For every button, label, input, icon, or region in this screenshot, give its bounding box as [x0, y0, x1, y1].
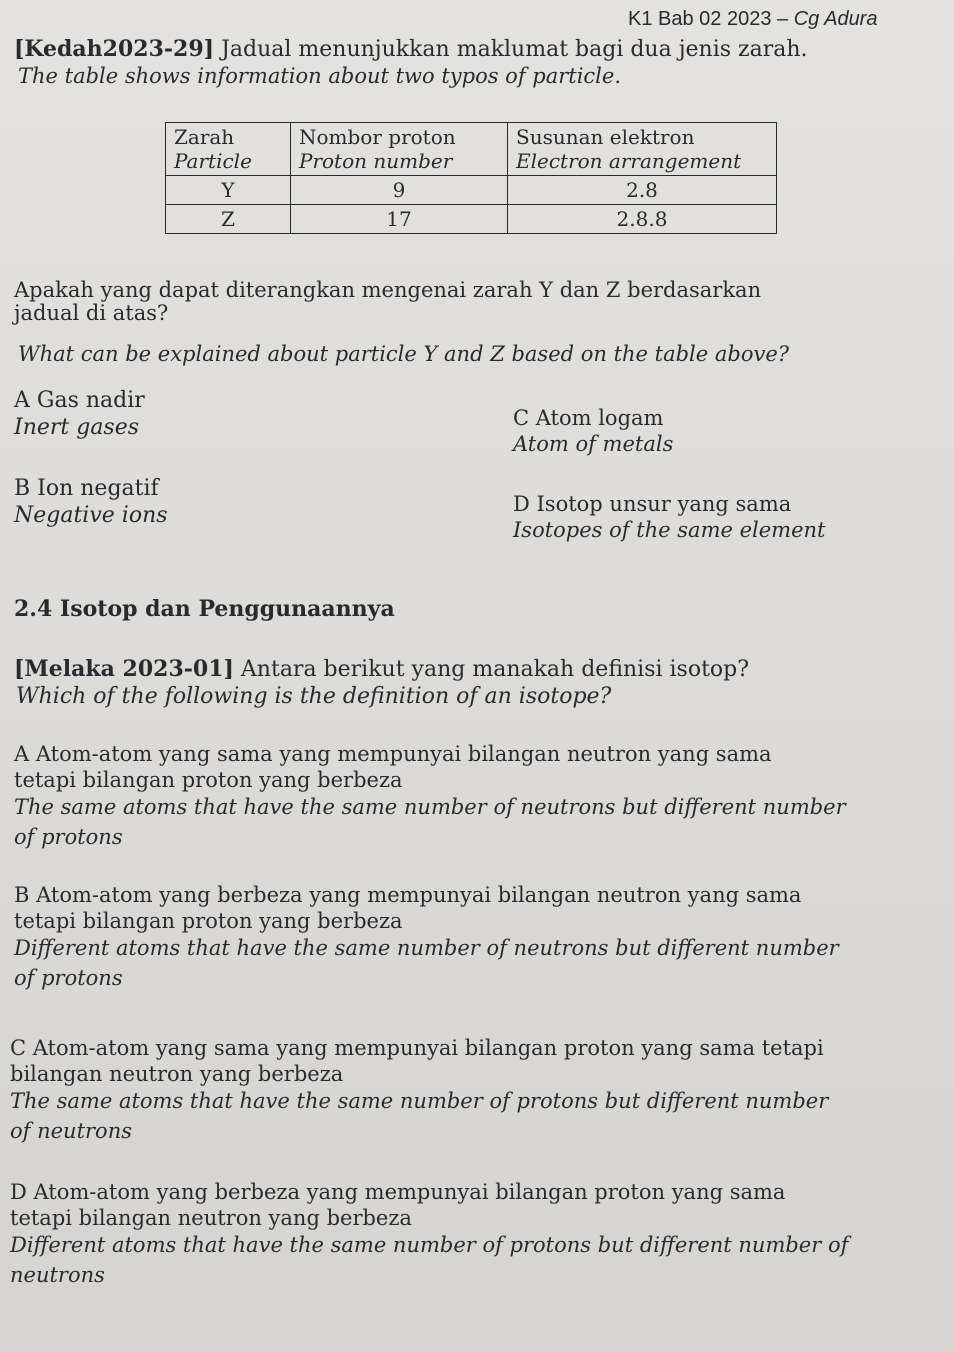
section-title: 2.4 Isotop dan Penggunaannya	[14, 596, 395, 622]
q1-option-c[interactable]: C Atom logam Atom of metals	[513, 406, 674, 456]
cell-proton-number: 17	[291, 205, 508, 234]
cell-electron-arrangement: 2.8.8	[508, 205, 777, 234]
cell-proton-number: 9	[291, 176, 508, 205]
q1-question-ms-1: Apakah yang dapat diterangkan mengenai zarah Y dan Z berdasarkan	[14, 278, 762, 302]
q2-option-b[interactable]: B Atom-atom yang berbeza yang mempunyai bilangan neutron yang sama tetapi bilangan proton yang berbeza Different atoms that have the same number of neutrons but different number of protons	[14, 883, 839, 990]
q2-option-c[interactable]: C Atom-atom yang sama yang mempunyai bilangan proton yang sama tetapi bilangan neutron yang berbeza The same atoms that have the same number of protons but different number of neutrons	[10, 1036, 829, 1143]
q2-option-a[interactable]: A Atom-atom yang sama yang mempunyai bilangan neutron yang sama tetapi bilangan proton yang berbeza The same atoms that have the same number of neutrons but different number of protons	[14, 742, 846, 849]
cell-electron-arrangement: 2.8	[508, 176, 777, 205]
q2-option-d[interactable]: D Atom-atom yang berbeza yang mempunyai bilangan proton yang sama tetapi bilangan neutron yang berbeza Different atoms that have the same number of protons but different number of neutrons	[10, 1180, 849, 1287]
page-header	[628, 8, 877, 31]
q1-tag: [Kedah2023-29]	[14, 36, 215, 62]
q1-question-ms-2: jadual di atas?	[14, 301, 169, 325]
q1-question-en: What can be explained about particle Y and Z based on the table above?	[18, 342, 790, 366]
header-proton-number: Nombor proton Proton number	[291, 123, 508, 176]
cell-particle: Y	[166, 176, 291, 205]
table-row	[166, 176, 777, 205]
header-particle: Zarah Particle	[166, 123, 291, 176]
q2-stem-en: Which of the following is the definition of an isotope?	[16, 684, 612, 709]
q2-stem-ms	[14, 656, 749, 682]
q1-stem-ms-text: Jadual menunjukkan maklumat bagi dua jenis zarah.	[221, 37, 808, 62]
q1-option-b[interactable]: B Ion negatif Negative ions	[14, 476, 168, 528]
q1-stem-en: The table shows information about two typos of particle.	[18, 64, 622, 88]
particle-table	[165, 122, 777, 234]
header-place: Cg Adura	[793, 8, 878, 30]
header-separator: –	[777, 8, 789, 30]
q2-stem-ms-text: Antara berikut yang manakah definisi isotop?	[240, 657, 750, 682]
cell-particle: Z	[166, 205, 291, 234]
table-header-row	[166, 123, 777, 176]
q1-option-a[interactable]: A Gas nadir Inert gases	[14, 388, 145, 440]
table-row	[166, 205, 777, 234]
q1-option-d[interactable]: D Isotop unsur yang sama Isotopes of the same element	[513, 492, 826, 542]
header-code: K1 Bab 02 2023	[628, 8, 772, 30]
header-electron-arrangement: Susunan elektron Electron arrangement	[508, 123, 777, 176]
q2-tag: [Melaka 2023-01]	[14, 656, 234, 682]
q1-stem-ms	[14, 36, 808, 62]
